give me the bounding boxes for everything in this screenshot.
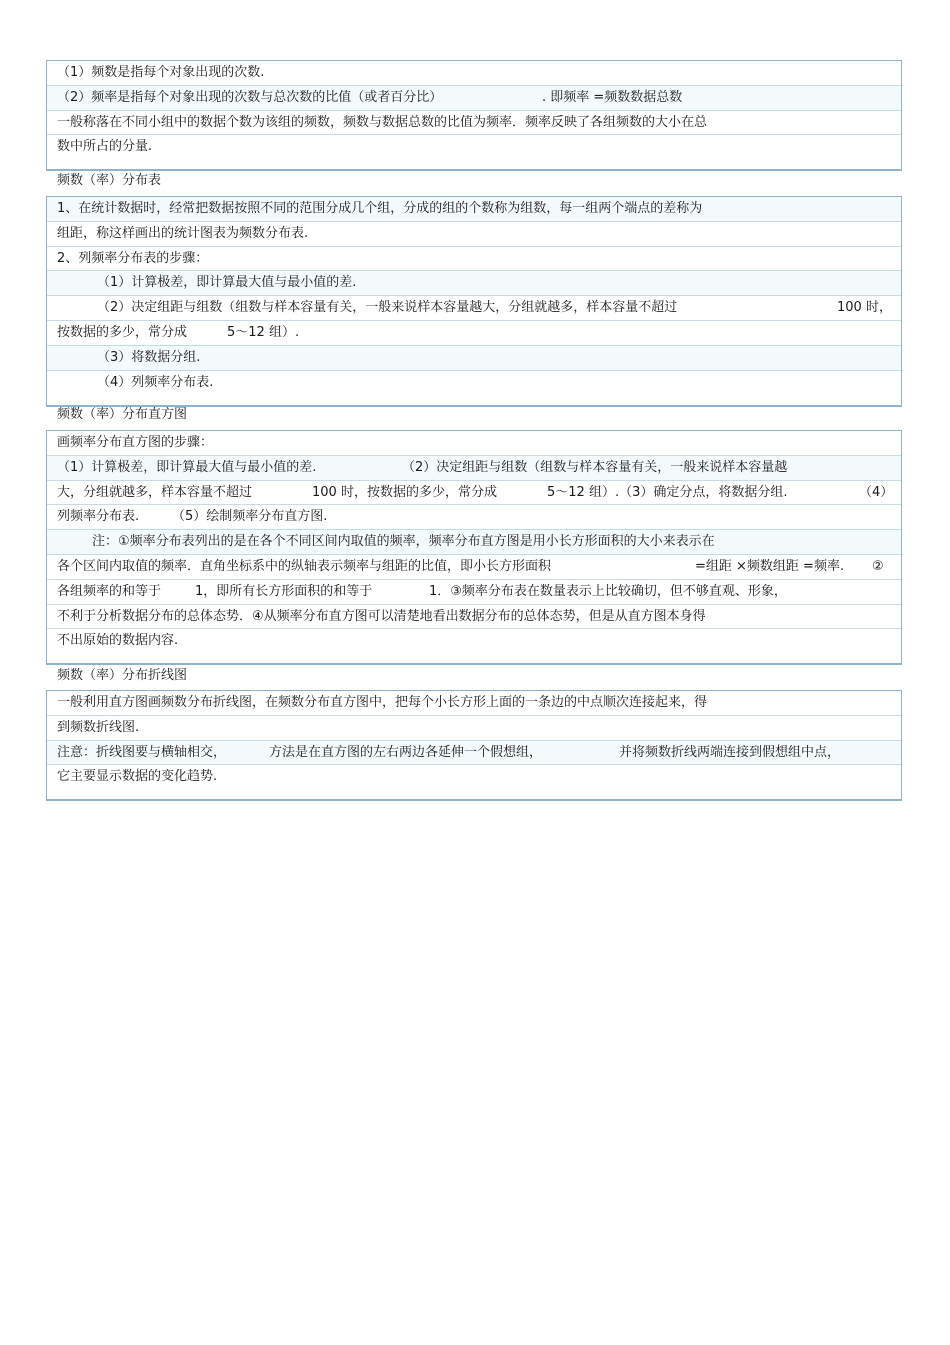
text-row xyxy=(47,555,901,580)
text-line: =组距 ×频数组距 =频率. xyxy=(695,558,845,574)
text-row xyxy=(47,456,901,481)
text-row xyxy=(47,296,901,321)
text-line: （1）计算极差，即计算最大值与最小值的差. xyxy=(97,275,357,291)
text-line: 列频率分布表. xyxy=(57,509,140,525)
text-line: 一般称落在不同小组中的数据个数为该组的频数，频数与数据总数的比值为频率．频率反映了各组频数的大小在总 xyxy=(57,114,708,130)
text-line: 数中所占的分量. xyxy=(57,139,153,155)
polygon-box xyxy=(46,690,902,801)
text-line: （4） xyxy=(859,484,894,500)
text-row xyxy=(47,61,901,86)
text-line: 不出原始的数据内容. xyxy=(57,633,179,649)
text-line: 并将频数折线两端连接到假想组中点， xyxy=(619,744,841,760)
text-line: 它主要显示数据的变化趋势. xyxy=(57,769,218,785)
text-line: 各个区间内取值的频率．直角坐标系中的纵轴表示频率与组距的比值，即小长方形面积 xyxy=(57,558,552,574)
text-line: 组距，称这样画出的统计图表为频数分布表. xyxy=(57,225,309,241)
text-row xyxy=(47,765,901,799)
text-line: 1，即所有长方形面积的和等于 xyxy=(195,583,373,599)
text-row xyxy=(47,530,901,555)
text-row xyxy=(47,346,901,371)
text-line: （5）绘制频率分布直方图. xyxy=(172,509,328,525)
text-row xyxy=(47,271,901,296)
text-row xyxy=(47,111,901,136)
text-row xyxy=(47,629,901,663)
text-line: 注：①频率分布表列出的是在各个不同区间内取值的频率，频率分布直方图是用小长方形面积的大小来表示在 xyxy=(92,534,715,550)
text-line: 按数据的多少，常分成 xyxy=(57,324,188,340)
text-row xyxy=(47,580,901,605)
text-row xyxy=(47,321,901,346)
text-line: 1．③频率分布表在数量表示上比较确切，但不够直观、形象， xyxy=(429,583,787,599)
text-row xyxy=(47,222,901,247)
text-line: （2）决定组距与组数（组数与样本容量有关，一般来说样本容量越 xyxy=(402,459,788,475)
text-line: 注意：折线图要与横轴相交， xyxy=(57,744,227,760)
text-line: （1）计算极差，即计算最大值与最小值的差. xyxy=(57,459,317,475)
text-line: （1）频数是指每个对象出现的次数. xyxy=(57,65,265,80)
text-row xyxy=(47,431,901,456)
text-row xyxy=(47,135,901,169)
text-line: 100 时，按数据的多少，常分成 xyxy=(312,484,497,500)
text-line: 不利于分析数据分布的总体态势．④从频率分布直方图可以清楚地看出数据分布的总体态势，但是从直方图本身得 xyxy=(57,608,706,624)
text-line: （4）列频率分布表. xyxy=(97,374,214,390)
section-heading: 频数（率）分布折线图 xyxy=(57,668,188,683)
definitions-box xyxy=(46,60,902,171)
text-line: 2、列频率分布表的步骤： xyxy=(57,250,209,266)
text-line: 1、在统计数据时，经常把数据按照不同的范围分成几个组，分成的组的个数称为组数，每一组两个端点的差称为 xyxy=(57,201,703,216)
section-heading: 频数（率）分布直方图 xyxy=(57,407,188,422)
text-row xyxy=(47,86,901,111)
text-row xyxy=(47,716,901,741)
section-heading: 频数（率）分布表 xyxy=(57,173,162,188)
text-line: 100 时， xyxy=(837,300,892,316)
text-line: （2）决定组距与组数（组数与样本容量有关，一般来说样本容量越大，分组就越多，样本容量不超过 xyxy=(97,300,678,316)
text-line: . 即频率 =频数数据总数 xyxy=(542,89,683,105)
text-line: 5～12 组）.（3）确定分点，将数据分组. xyxy=(547,484,788,500)
text-line: 方法是在直方图的左右两边各延伸一个假想组， xyxy=(269,744,543,760)
text-row xyxy=(47,505,901,530)
text-row xyxy=(47,691,901,716)
text-line: ② xyxy=(872,558,884,574)
text-line: 到频数折线图. xyxy=(57,719,140,735)
text-line: 大，分组就越多，样本容量不超过 xyxy=(57,484,253,500)
text-line: 一般利用直方图画频数分布折线图，在频数分布直方图中，把每个小长方形上面的一条边的中点顺次连接起来，得 xyxy=(57,695,708,710)
text-line: 画频率分布直方图的步骤： xyxy=(57,435,214,450)
histogram-box xyxy=(46,430,902,665)
text-row xyxy=(47,741,901,766)
text-row xyxy=(47,605,901,630)
text-row xyxy=(47,371,901,405)
frequency-table-box xyxy=(46,196,902,407)
text-line: （2）频率是指每个对象出现的次数与总次数的比值（或者百分比） xyxy=(57,89,443,105)
text-line: 各组频率的和等于 xyxy=(57,583,162,599)
text-line: 5～12 组）. xyxy=(227,324,300,340)
text-row xyxy=(47,247,901,272)
text-row xyxy=(47,481,901,506)
text-line: （3）将数据分组. xyxy=(97,349,201,365)
text-row xyxy=(47,197,901,222)
